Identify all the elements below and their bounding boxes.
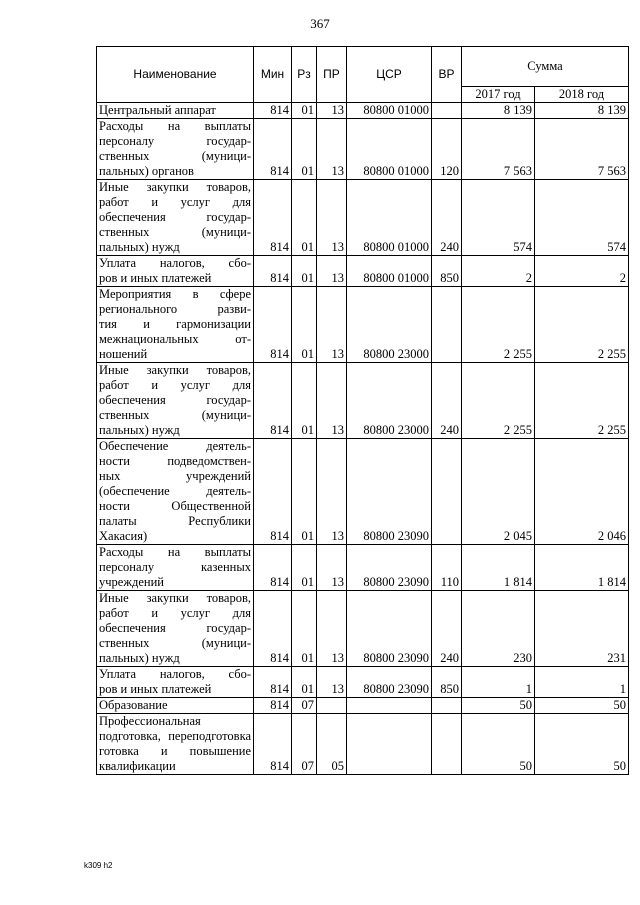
- name-line: ственных (муници-: [99, 149, 251, 163]
- name-line: учреждений: [99, 575, 164, 589]
- name-line: межнациональных от-: [99, 332, 251, 346]
- cell-csr: 80800 23090: [347, 545, 432, 591]
- name-line: Центральный аппарат: [99, 103, 216, 117]
- cell-csr: 80800 23090: [347, 591, 432, 667]
- cell-csr: [347, 714, 432, 775]
- table-row: [97, 698, 629, 714]
- cell-vr: 240: [432, 363, 462, 439]
- cell-2018: 1 814: [535, 545, 629, 591]
- footer-code: k309 h2: [84, 861, 113, 870]
- cell-2017: 230: [462, 591, 535, 667]
- cell-min: 814: [254, 256, 292, 287]
- name-line: ственных (муници-: [99, 636, 251, 650]
- name-line: персоналу казенных: [99, 560, 251, 574]
- table-row: [97, 545, 629, 591]
- cell-2017: 2 255: [462, 363, 535, 439]
- name-line: палаты Республики: [99, 514, 251, 528]
- name-line: персоналу государ-: [99, 134, 251, 148]
- table-row: [97, 103, 629, 119]
- name-line: регионального разви-: [99, 302, 251, 316]
- cell-csr: 80800 23000: [347, 363, 432, 439]
- cell-min: 814: [254, 103, 292, 119]
- cell-name: [97, 714, 254, 775]
- table-row: [97, 667, 629, 698]
- cell-vr: 240: [432, 591, 462, 667]
- cell-rz: 07: [292, 714, 317, 775]
- header-year-2017: 2017 год: [462, 87, 535, 103]
- cell-rz: 01: [292, 287, 317, 363]
- cell-2017: 2 255: [462, 287, 535, 363]
- name-line: Образование: [99, 698, 168, 712]
- cell-rz: 01: [292, 667, 317, 698]
- table-row: [97, 591, 629, 667]
- cell-csr: 80800 01000: [347, 180, 432, 256]
- name-line: работ и услуг для: [99, 378, 251, 392]
- cell-name: [97, 591, 254, 667]
- cell-vr: [432, 287, 462, 363]
- cell-name: [97, 119, 254, 180]
- name-line: пальных) нужд: [99, 651, 180, 665]
- name-line: работ и услуг для: [99, 195, 251, 209]
- name-line: пальных) нужд: [99, 240, 180, 254]
- cell-rz: 07: [292, 698, 317, 714]
- cell-2017: 7 563: [462, 119, 535, 180]
- cell-min: 814: [254, 714, 292, 775]
- cell-min: 814: [254, 363, 292, 439]
- name-line: пальных) органов: [99, 164, 194, 178]
- cell-name: [97, 103, 254, 119]
- cell-pr: 13: [317, 545, 347, 591]
- cell-2017: 1 814: [462, 545, 535, 591]
- cell-rz: 01: [292, 591, 317, 667]
- cell-vr: [432, 714, 462, 775]
- header-rz: Рз: [292, 47, 317, 103]
- cell-min: 814: [254, 439, 292, 545]
- cell-csr: 80800 01000: [347, 103, 432, 119]
- name-line: Иные закупки товаров,: [99, 363, 251, 377]
- cell-name: [97, 698, 254, 714]
- header-pr: ПР: [317, 47, 347, 103]
- cell-csr: [347, 698, 432, 714]
- cell-vr: 110: [432, 545, 462, 591]
- cell-pr: 13: [317, 287, 347, 363]
- cell-2017: 1: [462, 667, 535, 698]
- cell-vr: 850: [432, 667, 462, 698]
- cell-rz: 01: [292, 439, 317, 545]
- name-line: готовка и повышение: [99, 744, 251, 758]
- cell-name: [97, 363, 254, 439]
- table-row: [97, 119, 629, 180]
- cell-csr: 80800 01000: [347, 119, 432, 180]
- name-line: Расходы на выплаты: [99, 119, 251, 133]
- cell-2017: 50: [462, 698, 535, 714]
- table-row: [97, 287, 629, 363]
- cell-2018: 231: [535, 591, 629, 667]
- cell-min: 814: [254, 119, 292, 180]
- cell-name: [97, 256, 254, 287]
- cell-pr: 13: [317, 180, 347, 256]
- name-line: работ и услуг для: [99, 606, 251, 620]
- table-row: [97, 439, 629, 545]
- table-body: [97, 103, 629, 775]
- cell-pr: 05: [317, 714, 347, 775]
- cell-pr: 13: [317, 363, 347, 439]
- cell-pr: [317, 698, 347, 714]
- name-line: ров и иных платежей: [99, 271, 212, 285]
- cell-2018: 2 255: [535, 287, 629, 363]
- name-line: тия и гармонизации: [99, 317, 251, 331]
- cell-pr: 13: [317, 103, 347, 119]
- name-line: Хакасия): [99, 529, 148, 543]
- name-line: обеспечения государ-: [99, 393, 251, 407]
- cell-pr: 13: [317, 119, 347, 180]
- cell-pr: 13: [317, 667, 347, 698]
- name-line: Иные закупки товаров,: [99, 591, 251, 605]
- name-line: ности подведомствен-: [99, 454, 251, 468]
- cell-vr: 240: [432, 180, 462, 256]
- name-line: Мероприятия в сфере: [99, 287, 251, 301]
- name-line: ношений: [99, 347, 148, 361]
- cell-rz: 01: [292, 363, 317, 439]
- cell-2018: 2 046: [535, 439, 629, 545]
- cell-vr: [432, 103, 462, 119]
- name-line: ных учреждений: [99, 469, 251, 483]
- name-line: (обеспечение деятель-: [99, 484, 251, 498]
- table-row: [97, 256, 629, 287]
- cell-pr: 13: [317, 439, 347, 545]
- cell-rz: 01: [292, 180, 317, 256]
- cell-csr: 80800 01000: [347, 256, 432, 287]
- header-sum: Сумма: [462, 47, 629, 87]
- budget-table: [96, 46, 629, 775]
- name-line: ров и иных платежей: [99, 682, 212, 696]
- name-line: квалификации: [99, 759, 176, 773]
- cell-2018: 2 255: [535, 363, 629, 439]
- cell-name: [97, 180, 254, 256]
- name-line: Обеспечение деятель-: [99, 439, 251, 453]
- cell-vr: 850: [432, 256, 462, 287]
- table-row: [97, 714, 629, 775]
- cell-2018: 1: [535, 667, 629, 698]
- cell-csr: 80800 23090: [347, 667, 432, 698]
- cell-2017: 574: [462, 180, 535, 256]
- cell-csr: 80800 23000: [347, 287, 432, 363]
- header-min: Мин: [254, 47, 292, 103]
- cell-min: 814: [254, 698, 292, 714]
- cell-name: [97, 287, 254, 363]
- cell-2017: 50: [462, 714, 535, 775]
- cell-vr: [432, 439, 462, 545]
- cell-min: 814: [254, 545, 292, 591]
- name-line: подготовка, переподготовка: [99, 729, 251, 743]
- cell-vr: 120: [432, 119, 462, 180]
- cell-pr: 13: [317, 256, 347, 287]
- page-number: 367: [310, 16, 330, 31]
- cell-pr: 13: [317, 591, 347, 667]
- name-line: ственных (муници-: [99, 408, 251, 422]
- cell-name: [97, 545, 254, 591]
- header-csr: ЦСР: [347, 47, 432, 103]
- table-row: [97, 180, 629, 256]
- cell-min: 814: [254, 180, 292, 256]
- header-name: Наименование: [97, 47, 254, 103]
- cell-vr: [432, 698, 462, 714]
- name-line: Уплата налогов, сбо-: [99, 256, 251, 270]
- cell-2017: 2: [462, 256, 535, 287]
- header-year-2018: 2018 год: [535, 87, 629, 103]
- cell-min: 814: [254, 591, 292, 667]
- cell-rz: 01: [292, 103, 317, 119]
- cell-min: 814: [254, 287, 292, 363]
- cell-2018: 2: [535, 256, 629, 287]
- cell-min: 814: [254, 667, 292, 698]
- cell-csr: 80800 23090: [347, 439, 432, 545]
- cell-rz: 01: [292, 119, 317, 180]
- cell-rz: 01: [292, 545, 317, 591]
- name-line: Профессиональная: [99, 714, 201, 728]
- cell-name: [97, 439, 254, 545]
- table-row: [97, 363, 629, 439]
- cell-2018: 50: [535, 698, 629, 714]
- cell-2017: 8 139: [462, 103, 535, 119]
- name-line: ственных (муници-: [99, 225, 251, 239]
- name-line: Иные закупки товаров,: [99, 180, 251, 194]
- name-line: ности Общественной: [99, 499, 251, 513]
- name-line: Расходы на выплаты: [99, 545, 251, 559]
- cell-name: [97, 667, 254, 698]
- cell-2018: 8 139: [535, 103, 629, 119]
- cell-2018: 7 563: [535, 119, 629, 180]
- name-line: пальных) нужд: [99, 423, 180, 437]
- cell-2018: 50: [535, 714, 629, 775]
- name-line: обеспечения государ-: [99, 210, 251, 224]
- header-vr: ВР: [432, 47, 462, 103]
- cell-rz: 01: [292, 256, 317, 287]
- cell-2017: 2 045: [462, 439, 535, 545]
- name-line: обеспечения государ-: [99, 621, 251, 635]
- cell-2018: 574: [535, 180, 629, 256]
- name-line: Уплата налогов, сбо-: [99, 667, 251, 681]
